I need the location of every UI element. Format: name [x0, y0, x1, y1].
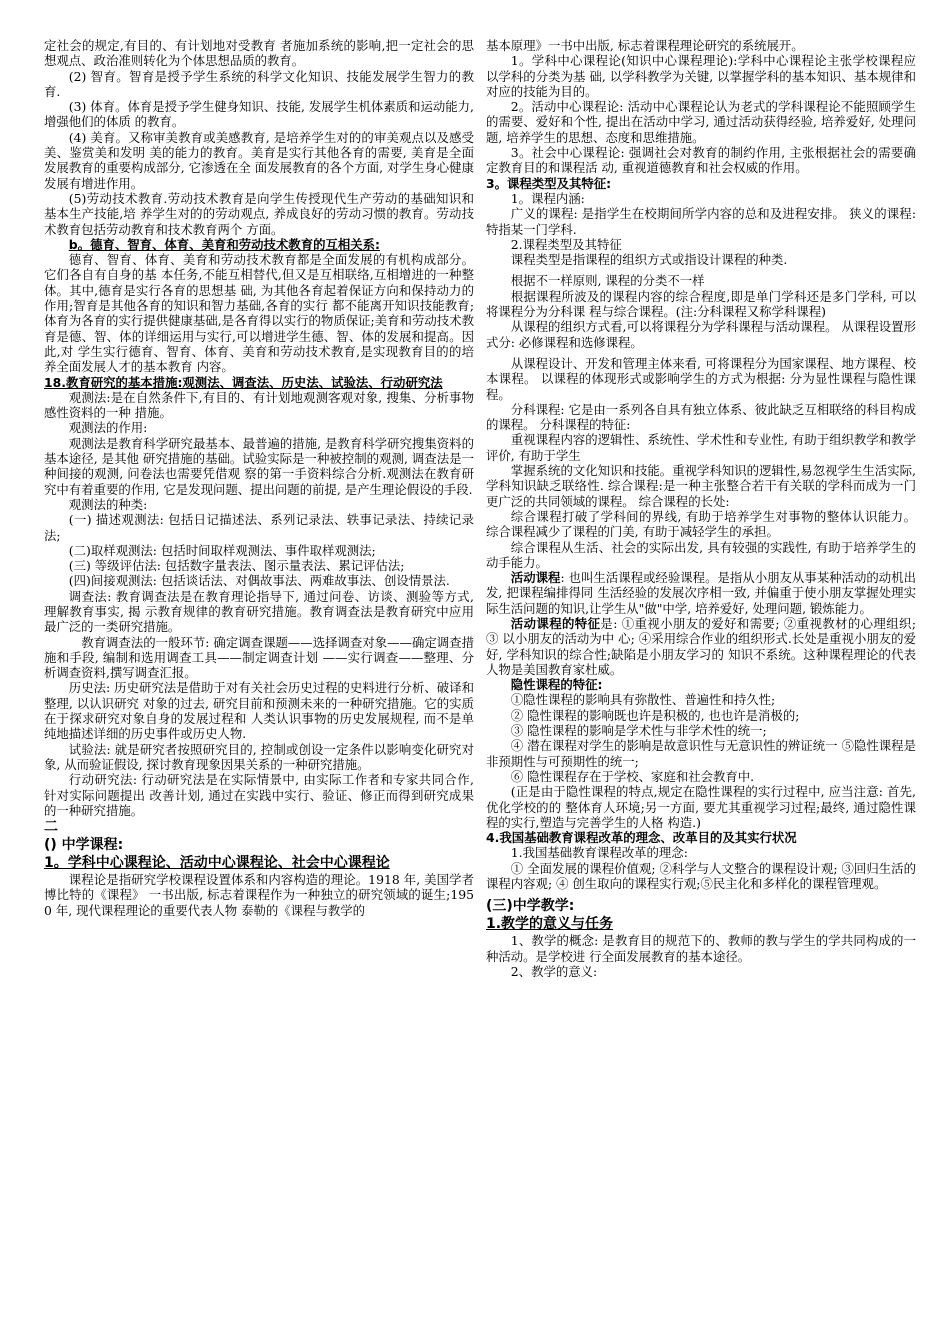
paragraph-observation-role-title: 观测法的作用:	[68, 420, 148, 436]
paragraph-classification: 根据不一样原则, 课程的分类不一样	[510, 273, 705, 289]
paragraph-survey: 调查法: 教育调查法是在教育理论指导下, 通过问卷、访谈、测验等方式, 理解教育事实, 揭 示教育规律的教育研究措施。教育调查法是教育研究中应用最广泛的一类研究措施。	[44, 588, 474, 635]
paragraph-subject-features: 重视课程内容的逻辑性、系统性、学术性和专业性, 有助于组织教学和教学评价, 有助于学生	[486, 432, 916, 463]
heading-text: 德育、智育、体育、美育和劳动技术教育的互相关系:	[90, 236, 381, 252]
section-heading-teaching-meaning: 1.教学的意义与任务	[486, 916, 614, 933]
list-item: ①隐性课程的影响具有弥散性、普遍性和持久性;	[510, 692, 776, 708]
paragraph-activity-features	[486, 616, 916, 677]
paragraph: 定社会的规定,有目的、有计划地对受教育 者施加系统的影响,把一定社会的思想观点、政治准则转化为个体思想品质的教育。	[44, 38, 474, 69]
term-activity-features: 活动课程的特征	[510, 615, 601, 631]
paragraph-reform-title: 1.我国基础教育课程改革的理念:	[510, 845, 688, 861]
paragraph-relations: 德育、智育、体育、美育和劳动技术教育都是全面发展的有机构成部分。它们各自有自身的基 本任务,不能互相替代,但又是互相联络,互相增进的一种整体。其中,德育是实行各育的思想基 础, 为其他各育起着保证方向和保持动力的作用;智育是其他各育的知识和智力基础,各育的实行 都不能离开知识技能教育; 体育为各育的实行提供健康基础,是各育得以实行的物质保证;美育和劳动技术教育是德、智、体的详细运用与实行,可以增进学生德、智、体的发展和提高。因此,对 学生实行德育、智育、体育、美育和劳动技术教育,是实现教育目的的培养全面发展人才的基本教育 内容。	[44, 252, 474, 375]
paragraph-subject-centered: 1。学科中心课程论(知识中心课程理论):学科中心课程论主张学校课程应以学科的分类为基 础, 以学科教学为关键, 以掌握学科的基本知识、基本规律和对应的技能为目的。	[486, 53, 916, 99]
term-definition: 是: ①重视小朋友的爱好和需要; ②重视教材的心理组织; ③ 以小朋友的活动为中 心; ④采用综合作业的组织形式.长处是重视小朋友的爱好, 学科知识的综合性;缺陷是小朋友学习的 知识不系统。这种课程理论的代表人物是美国教育家杜威。	[486, 615, 916, 677]
term-definition: : 也叫生活课程或经验课程。是指从小朋友从事某种活动的动机出发, 把课程编排得同 生活经验的发展次序相一致, 并偏重于使小朋友掌握处理实际生活问题的知识,让学生从"做"中学, 培养爱好, 处理问题, 锻炼能力。	[486, 570, 916, 616]
paragraph-integrated-curriculum: 掌握系统的文化知识和技能。重视学科知识的逻辑性,易忽视学生生活实际,学科知识缺乏联络性. 综合课程:是一种主张整合若干有关联的学科而成为一门更广泛的共同领域的课程。 综合课程的长处:	[486, 463, 916, 509]
paragraph-subject-curriculum: 分科课程: 它是由一系列各自具有独立体系、彼此缺乏互相联络的科目构成的课程。 分科课程的特征:	[486, 401, 916, 433]
paragraph-aesthetic-education: (4) 美育。又称审美教育或美感教育, 是培养学生对的的审美观点以及感受美、鉴赏美和发明 美的能力的教育。美育是实行其他各育的需要, 美育是全面发展教育的重要构成部分, 它渗透在全 面发展教育的各个方面, 对学生身心健康发展有增进作用。	[44, 129, 474, 191]
term-activity-curriculum: 活动课程	[510, 570, 561, 586]
paragraph-reform-ideas: ① 全面发展的课程价值观; ②科学与人文整合的课程设计观; ③回归生活的课程内容观; ④ 创生取向的课程实行观;⑤民主化和多样化的课程管理观。	[486, 860, 916, 892]
paragraph-integrated-merit-2: 综合课程从生活、社会的实际出发, 具有较强的实践性, 有助于培养学生的动手能力。	[486, 539, 916, 570]
section-heading-teaching: (三)中学教学:	[486, 898, 575, 915]
section-heading-curriculum-types: 3。课程类型及其特征:	[486, 175, 612, 191]
paragraph-observation-types-title: 观测法的种类:	[68, 496, 148, 512]
section-heading-research-methods: 18.教育研究的基本措施:观测法、调查法、历史法、试验法、行动研究法	[44, 374, 443, 390]
paragraph-teaching-concept: 1、教学的概念: 是教育目的规范下的、教师的教与学生的学共同构成的一种活动。是学校进 行全面发展教育的基本途径。	[486, 933, 916, 964]
list-item: (二)取样观测法: 包括时间取样观测法、事件取样观测法;	[68, 542, 376, 558]
list-item: (四)间接观测法: 包括谈话法、对偶故事法、两难故事法、创设情景法.	[68, 573, 450, 589]
paragraph-curriculum-theory: 课程论是指研究学校课程设置体系和内容构造的理论。1918 年, 美国学者博比特的《课程》 一书出版, 标志着课程作为一种独立的研究领域的诞生;1950 年, 现代课程理论的重要代表人物 泰勒的《课程与教学的	[44, 872, 474, 918]
paragraph-curriculum-meaning: 广义的课程: 是指学生在校期间所学内容的总和及进程安排。 狭义的课程: 特指某一门学科.	[486, 206, 916, 237]
paragraph-types-title: 2.课程类型及其特征	[510, 236, 622, 252]
paragraph-activity-centered: 2。活动中心课程论: 活动中心课程论认为老式的学科课程论不能照顾学生的需要、爱好和个性, 提出在活动中学习, 通过活动获得经验, 培养爱好, 处理问题, 培养学生的思想、态度和思维措施。	[486, 99, 916, 145]
list-item: ② 隐性课程的影响既也许是积极的, 也也许是消极的;	[510, 707, 800, 723]
paragraph-history: 历史法: 历史研究法是借助于对有关社会历史过程的史料进行分析、破译和整理, 以认识研究 对象的过去, 研究目前和预测未来的一种研究措施。它的实质在于探求研究对象自身的发展过程和 人类认识事物的历史发展规程, 而不是单纯地描述详细的历史事件或历史人物.	[44, 680, 474, 742]
list-item: (三) 等级评估法: 包括数字量表法、图示量表法、累记评估法;	[68, 558, 405, 574]
paragraph-activity-curriculum	[486, 570, 916, 616]
paragraph-action-research: 行动研究法: 行动研究法是在实际情景中, 由实际工作者和专家共同合作, 针对实际问题提出 改善计划, 通过在实践中实行、验证、修正而得到研究成果的一种研究措施。	[44, 772, 474, 818]
section-number: 二	[44, 819, 58, 836]
paragraph-society-centered: 3。社会中心课程论: 强调社会对教育的制约作用, 主张根据社会的需要确定教育目的和课程活 动, 重视道德教育和社会权威的作用。	[486, 145, 916, 176]
paragraph-types-definition: 课程类型是指课程的组织方式或指设计课程的种类.	[510, 252, 788, 268]
list-item: ④ 潜在课程对学生的影响是故意识性与无意识性的辨证统一 ⑤隐性课程是非预期性与可预期性的统一;	[486, 738, 916, 769]
paragraph-experiment: 试验法: 就是研究者按照研究目的, 控制或创设一定条件以影响变化研究对象, 从而验证假设, 探讨教育现象因果关系的一种研究措施。	[44, 741, 474, 772]
paragraph-labor-education: (5)劳动技术教育.劳动技术教育是向学生传授现代生产劳动的基础知识和基本生产技能,培 养学生对的的劳动观点, 养成良好的劳动习惯的教育。劳动技术教育包括劳动教育和技术教育两个 方面。	[44, 190, 474, 237]
section-heading-relations	[44, 237, 474, 252]
paragraph-survey-steps: 教育调查法的一般环节: 确定调查课题——选择调查对象——确定调查措施和手段, 编制和选用调查工具——制定调查计划 ——实行调查——整理、分析调查资料,撰写调查汇报。	[44, 634, 474, 681]
paragraph: 基本原理》一书中出版, 标志着课程理论研究的系统展开。	[486, 38, 804, 53]
paragraph-hidden-note: (正是由于隐性课程的特点,规定在隐性课程的实行过程中, 应当注意: 首先, 优化学校的的 整体育人环境;另一方面, 要尤其重视学习过程;最终, 通过隐性课程的实行,塑造与完善学生的人格 构造.)	[486, 784, 916, 830]
paragraph-classification-integration: 根据课程所波及的课程内容的综合程度,即是单门学科还是多门学科, 可以将课程分为分科课 程与综合课程。(注:分科课程又称学科课程)	[486, 288, 916, 320]
list-item: (一) 描述观测法: 包括日记描述法、系列记录法、轶事记录法、持续记录法;	[44, 512, 474, 543]
heading-lead: b。	[68, 236, 91, 252]
section-heading-reform: 4.我国基础教育课程改革的理念、改革目的及其实行状况	[486, 830, 797, 846]
left-column	[44, 38, 474, 1324]
paragraph-physical-education: (3) 体育。体育是授予学生健身知识、技能, 发展学生机体素质和运动能力, 增强他们的体质 的教育。	[44, 99, 474, 130]
section-heading-curriculum: () 中学课程:	[44, 837, 124, 854]
paragraph-observation-role: 观测法是教育科学研究最基本、最普遍的措施, 是教育科学研究搜集资料的基本途径, 是其他 研究措施的基础。试验实际是一种被控制的观测, 调查法是一种间接的观测, 问卷法也需要凭借观 察的第一手资料综合分析.观测法在教育研究中有着重要的作用, 它是发现问题、提出问题的前提, 是产生理论假设的手段.	[44, 435, 474, 497]
section-heading-hidden-curriculum: 隐性课程的特征:	[510, 677, 603, 693]
paragraph-curriculum-meaning-title: 1。课程内涵:	[510, 190, 585, 206]
paragraph-classification-subject: 从课程设计、开发和管理主体来看, 可将课程分为国家课程、地方课程、校本课程。 以课程的体现形式或影响学生的方式为根据: 分为显性课程与隐性课程。	[486, 355, 916, 402]
section-heading-curriculum-theories: 1。学科中心课程论、活动中心课程论、社会中心课程论	[44, 855, 390, 872]
paragraph-integrated-merit-1: 综合课程打破了学科间的界线, 有助于培养学生对事物的整体认识能力。 综合课程减少了课程的门美, 有助于减轻学生的承担。	[486, 508, 916, 540]
paragraph-classification-organization: 从课程的组织方式看,可以将课程分为学科课程与活动课程。 从课程设置形式分: 必修课程和选修课程。	[486, 319, 916, 350]
paragraph-observation: 观测法:是在自然条件下,有目的、有计划地观测客观对象, 搜集、分析事物感性资料的一种 措施。	[44, 389, 474, 421]
paragraph-teaching-meaning: 2、教学的意义:	[510, 963, 598, 979]
right-column	[486, 38, 916, 1324]
list-item: ⑥ 隐性课程存在于学校、家庭和社会教育中.	[510, 768, 755, 784]
list-item: ③ 隐性课程的影响是学术性与非学术性的统一;	[510, 723, 767, 739]
paragraph-intellectual-education: (2) 智育。智育是授予学生系统的科学文化知识、技能发展学生智力的教育.	[44, 68, 474, 99]
